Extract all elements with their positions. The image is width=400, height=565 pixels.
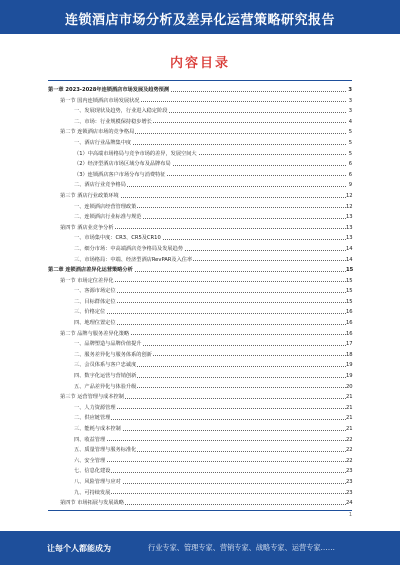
toc-entry[interactable] bbox=[48, 138, 352, 149]
toc-entry[interactable] bbox=[48, 466, 352, 477]
toc-entry-text: 二、市场：行业规模保持稳步增长 bbox=[74, 117, 153, 128]
toc-entry-page: 14 bbox=[346, 255, 352, 266]
toc-leader-dots bbox=[74, 493, 346, 494]
toc-entry-text: 第四节 酒店业竞争分析 bbox=[60, 223, 115, 234]
toc-entry-page: 21 bbox=[346, 403, 352, 414]
toc-entry-page: 23 bbox=[346, 477, 352, 488]
toc-entry-page: 16 bbox=[346, 329, 352, 340]
toc-entry[interactable] bbox=[48, 159, 352, 170]
toc-entry-text: 三、市场格局：中端、经济型酒店RevPAR及入住率 bbox=[74, 255, 193, 266]
toc-entry[interactable] bbox=[48, 435, 352, 446]
toc-entry-page: 15 bbox=[346, 265, 352, 276]
toc-entry-text: 三、能耗与成本控制 bbox=[74, 424, 122, 435]
toc-entry-text: 八、风险管理与应对 bbox=[74, 477, 122, 488]
toc-entry[interactable] bbox=[48, 456, 352, 467]
toc-leader-dots bbox=[74, 419, 346, 420]
toc-entry-text: 二、酒店行业竞争格局 bbox=[74, 180, 127, 191]
toc-entry-text: 第二章 连锁酒店差异化运营策略分析 bbox=[48, 265, 134, 276]
toc-entry-text: 第三节 运营管理与成本控制 bbox=[60, 392, 125, 403]
header-bar bbox=[0, 0, 400, 34]
toc-entry[interactable] bbox=[48, 445, 352, 456]
toc-entry-page: 13 bbox=[346, 223, 352, 234]
toc-entry-page: 15 bbox=[346, 276, 352, 287]
toc-entry[interactable] bbox=[48, 371, 352, 382]
toc-entry[interactable] bbox=[48, 403, 352, 414]
toc-entry-text: 第三节 酒店行业政策环境 bbox=[60, 191, 120, 202]
toc-entry-text: 二、供应链管理 bbox=[74, 413, 111, 424]
toc-entry[interactable] bbox=[48, 360, 352, 371]
toc-entry-text: （2）经济型酒店市场区域分布及品牌布局 bbox=[74, 159, 172, 170]
toc-entry[interactable] bbox=[48, 96, 352, 107]
toc-entry-text: 一、市场集中度：CR3、CR5及CR10 bbox=[74, 233, 162, 244]
toc-entry[interactable] bbox=[48, 191, 352, 202]
toc-entry-text: 一、品牌塑造与品牌价值提升 bbox=[74, 339, 142, 350]
toc-entry-text: 一、客源市场定位 bbox=[74, 286, 117, 297]
toc-entry-page: 13 bbox=[346, 212, 352, 223]
toc-entry-text: 三、会员体系与客户忠诚度 bbox=[74, 360, 137, 371]
toc-entry-text: 二、目标群体定位 bbox=[74, 297, 117, 308]
toc-entry[interactable] bbox=[48, 477, 352, 488]
toc-entry-text: 二、连锁酒店行业标准与规范 bbox=[74, 212, 142, 223]
toc-entry-page: 12 bbox=[346, 202, 352, 213]
toc-entry[interactable] bbox=[48, 382, 352, 393]
toc-entry-page: 21 bbox=[346, 424, 352, 435]
toc-entry-page: 18 bbox=[346, 350, 352, 361]
toc-entry[interactable] bbox=[48, 297, 352, 308]
toc-entry-text: 六、安全管理 bbox=[74, 456, 106, 467]
toc-entry[interactable] bbox=[48, 127, 352, 138]
toc-entry-text: 第二节 品牌与服务差异化策略 bbox=[60, 329, 130, 340]
toc-entry[interactable] bbox=[48, 498, 352, 509]
toc-bottom-rule bbox=[48, 510, 352, 511]
toc-entry[interactable] bbox=[48, 350, 352, 361]
toc-entry[interactable] bbox=[48, 233, 352, 244]
toc-entry[interactable] bbox=[48, 276, 352, 287]
toc-entry-page: 5 bbox=[346, 138, 352, 149]
toc-entry-text: 五、质量管理与服务标准化 bbox=[74, 445, 137, 456]
toc-entry-text: 四、数字化运营与营销创新 bbox=[74, 371, 137, 382]
toc-entry-page: 23 bbox=[346, 488, 352, 499]
toc-entry-text: （3）连锁酒店客户市场分布与消费特征 bbox=[74, 170, 167, 181]
toc-entry-page: 6 bbox=[346, 170, 352, 181]
toc-entry[interactable] bbox=[48, 149, 352, 160]
toc-entry-page: 21 bbox=[346, 413, 352, 424]
toc-entry-page: 13 bbox=[346, 233, 352, 244]
toc-top-rule bbox=[48, 80, 352, 81]
toc-entry[interactable] bbox=[48, 212, 352, 223]
toc-entry-page: 14 bbox=[346, 244, 352, 255]
toc-leader-dots bbox=[74, 461, 346, 462]
toc-entry[interactable] bbox=[48, 202, 352, 213]
toc-entry[interactable] bbox=[48, 392, 352, 403]
toc-entry-text: 七、信息化建设 bbox=[74, 466, 111, 477]
toc-entry-page: 15 bbox=[346, 297, 352, 308]
toc-entry[interactable] bbox=[48, 106, 352, 117]
toc-entry-text: 第二节 连锁酒店市场的竞争格局 bbox=[60, 127, 135, 138]
toc-entry[interactable] bbox=[48, 488, 352, 499]
toc-entry-text: 三、价格定位 bbox=[74, 307, 106, 318]
footer-tagline: 行业专家、管理专家、营销专家、战略专家、运营专家…… bbox=[148, 543, 335, 552]
toc-entry[interactable] bbox=[48, 255, 352, 266]
toc-entry-text: （1）中高端市场格局与竞争市场的差异，发展空间大 bbox=[74, 149, 198, 160]
toc-entry-text: 二、服务差异化与服务体系的创新 bbox=[74, 350, 153, 361]
toc-entry-page: 5 bbox=[346, 127, 352, 138]
toc-title: 内容目录 bbox=[169, 56, 230, 71]
toc-entry[interactable] bbox=[48, 318, 352, 329]
toc-entry-text: 第四节 市场拓展与发展战略 bbox=[60, 498, 125, 509]
toc-entry[interactable] bbox=[48, 265, 352, 276]
toc-entry[interactable] bbox=[48, 339, 352, 350]
toc-entry[interactable] bbox=[48, 329, 352, 340]
toc-entry-page: 16 bbox=[346, 318, 352, 329]
toc-entry-page: 4 bbox=[346, 117, 352, 128]
report-title: 连锁酒店市场分析及差异化运营策略研究报告 bbox=[64, 13, 335, 28]
page-number: 1 bbox=[348, 512, 352, 518]
toc-entry[interactable] bbox=[48, 223, 352, 234]
toc-entry-page: 15 bbox=[346, 286, 352, 297]
toc-entry-text: 四、地理位置定位 bbox=[74, 318, 117, 329]
toc-leader-dots bbox=[74, 313, 346, 314]
toc-leader-dots bbox=[74, 472, 346, 473]
toc-entry[interactable] bbox=[48, 286, 352, 297]
toc-entry-text: 九、可持续发展 bbox=[74, 488, 111, 499]
toc-entry-page: 22 bbox=[346, 456, 352, 467]
toc-entry-text: 四、收益管理 bbox=[74, 435, 106, 446]
toc-entry-page: 17 bbox=[346, 339, 352, 350]
toc-entry-text: 第一节 国内连锁酒店市场发展状况 bbox=[60, 96, 140, 107]
toc-entry-page: 19 bbox=[346, 371, 352, 382]
toc-entry-text: 一、人力资源管理 bbox=[74, 403, 117, 414]
toc-entry[interactable] bbox=[48, 424, 352, 435]
footer-bar bbox=[0, 531, 400, 565]
toc-entry-page: 5 bbox=[346, 149, 352, 160]
toc-entry-page: 9 bbox=[346, 180, 352, 191]
toc-list bbox=[48, 85, 352, 509]
toc-entry-page: 16 bbox=[346, 307, 352, 318]
toc-entry-text: 第一章 2023-2028年连锁酒店市场发展及趋势预测 bbox=[48, 85, 170, 96]
footer-slogan: 让每个人都能成为 bbox=[47, 544, 111, 553]
toc-entry[interactable] bbox=[48, 413, 352, 424]
toc-entry-page: 19 bbox=[346, 360, 352, 371]
toc-entry[interactable] bbox=[48, 244, 352, 255]
toc-entry-page: 3 bbox=[346, 106, 352, 117]
toc-entry-text: 一、酒店行业品牌集中度 bbox=[74, 138, 132, 149]
toc-entry-page: 3 bbox=[346, 85, 352, 96]
toc-entry-page: 22 bbox=[346, 445, 352, 456]
toc-entry-text: 第一节 市场定位差异化 bbox=[60, 276, 115, 287]
toc-entry-page: 12 bbox=[346, 191, 352, 202]
toc-entry-page: 24 bbox=[346, 498, 352, 509]
toc-entry[interactable] bbox=[48, 170, 352, 181]
toc-entry-page: 3 bbox=[346, 96, 352, 107]
toc-entry-text: 五、产品差异化与体验升级 bbox=[74, 382, 137, 393]
toc-entry[interactable] bbox=[48, 117, 352, 128]
toc-entry[interactable] bbox=[48, 307, 352, 318]
toc-entry-page: 6 bbox=[346, 159, 352, 170]
toc-entry-page: 23 bbox=[346, 466, 352, 477]
toc-entry[interactable] bbox=[48, 85, 352, 96]
toc-entry-text: 一、发展现状及趋势，行业进入稳定阶段 bbox=[74, 106, 168, 117]
toc-entry-text: 一、连锁酒店经营管理政策 bbox=[74, 202, 137, 213]
toc-entry-text: 二、细分市场：中高端酒店竞争格局及发展趋势 bbox=[74, 244, 184, 255]
toc-entry[interactable] bbox=[48, 180, 352, 191]
toc-entry-page: 20 bbox=[346, 382, 352, 393]
toc-leader-dots bbox=[74, 440, 346, 441]
toc-entry-page: 22 bbox=[346, 435, 352, 446]
toc-entry-page: 21 bbox=[346, 392, 352, 403]
